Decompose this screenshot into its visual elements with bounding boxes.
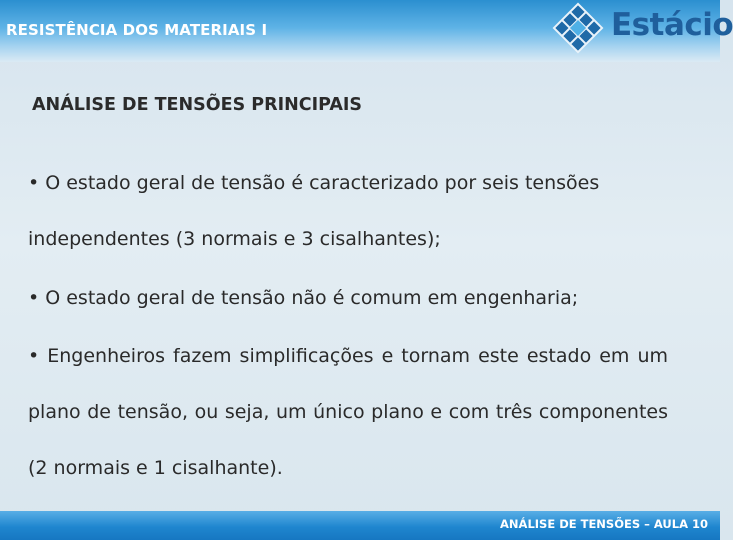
footer-label: ANÁLISE DE TENSÕES – AULA 10: [500, 517, 708, 531]
footer-bar: [0, 511, 720, 540]
slide-title: ANÁLISE DE TENSÕES PRINCIPAIS: [32, 95, 362, 115]
estacio-logo-icon: [553, 0, 603, 56]
bullet-item: • O estado geral de tensão é caracterizado por seis tensões independentes (3 normais e 3 cisalhantes);: [28, 172, 600, 250]
estacio-logo: [553, 0, 733, 56]
bullet-item: • Engenheiros fazem simplificações e tornam este estado em um plano de tensão, ou seja, um único plano e com três componentes (2 normais e 1 cisalhante).: [28, 345, 668, 479]
brand-name: Estácio: [611, 7, 733, 43]
bullet-item: • O estado geral de tensão não é comum em engenharia;: [28, 287, 579, 309]
header-bar: [0, 0, 733, 62]
course-title: RESISTÊNCIA DOS MATERIAIS I: [6, 21, 268, 39]
